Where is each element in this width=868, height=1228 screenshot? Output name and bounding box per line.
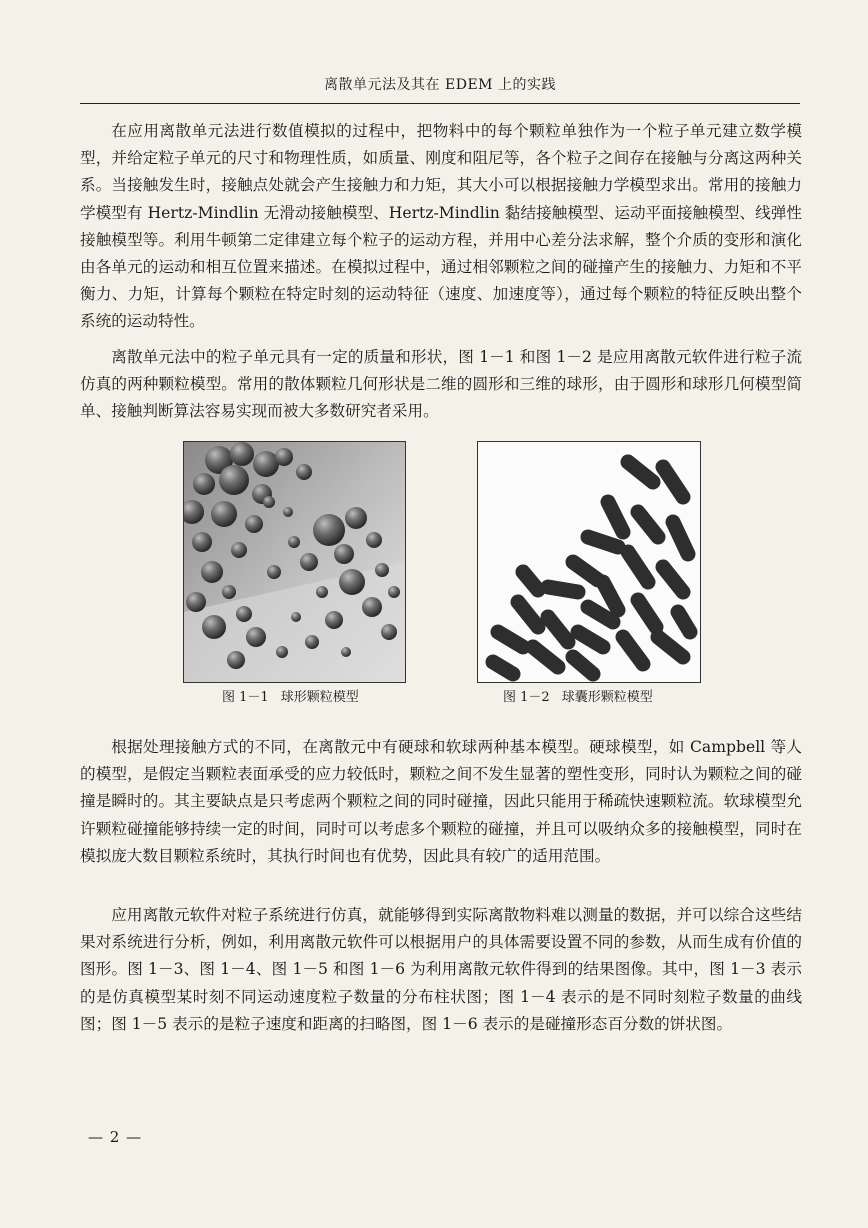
paragraph-1: 在应用离散单元法进行数值模拟的过程中，把物料中的每个颗粒单独作为一个粒子单元建立数学模型，并给定粒子单元的尺寸和物理性质，如质量、刚度和阻尼等，各个粒子之间存在接触与分离这两种关系。当接触发生时，接触点处就会产生接触力和力矩，其大小可以根据接触力学模型求出。常用的接触力学模型有 Hertz-Mindlin 无滑动接触模型、Hertz-Mindlin 黏结接触模型、运动平面接触模型、线弹性接触模型等。利用牛顿第二定律建立每个粒子的运动方程，并用中心差分法求解，整个介质的变形和演化由各单元的运动和相互位置来描述。在模拟过程中，通过相邻颗粒之间的碰撞产生的接触力、力矩和不平衡力、力矩，计算每个颗粒在特定时刻的运动特征（速度、加速度等），通过每个颗粒的特征反映出整个系统的运动特性。 [80, 122, 802, 331]
figure-title: 球形颗粒模型 [280, 690, 359, 705]
figure-number: 图 1－1 [222, 690, 269, 705]
figure-1-2-caption [503, 686, 653, 705]
paragraph-3: 根据处理接触方式的不同，在离散元中有硬球和软球两种基本模型。硬球模型，如 Campbell 等人的模型，是假定当颗粒表面承受的应力较低时，颗粒之间不发生显著的塑性变形，同时认为颗粒之间的碰撞是瞬时的。其主要缺点是只考虑两个颗粒之间的同时碰撞，因此只能用于稀疏快速颗粒流。软球模型允许颗粒碰撞能够持续一定的时间，同时可以考虑多个颗粒的碰撞，并且可以吸纳众多的接触模型，同时在模拟庞大数目颗粒系统时，其执行时间也有优势，因此具有较广的适用范围。 [80, 738, 802, 865]
figure-title: 球囊形颗粒模型 [561, 690, 653, 705]
figure-1-1-caption [222, 686, 359, 705]
capsule-particles-image [478, 442, 700, 682]
spherical-particles-image [184, 442, 405, 682]
figure-number: 图 1－2 [503, 690, 550, 705]
figure-capsule-particles [477, 441, 701, 683]
figure-spherical-particles [183, 441, 406, 683]
header-rule [80, 103, 800, 104]
running-header: 离散单元法及其在 EDEM 上的实践 [324, 77, 556, 93]
paragraph-4: 应用离散元软件对粒子系统进行仿真，就能够得到实际离散物料难以测量的数据，并可以综合这些结果对系统进行分析，例如，利用离散元软件可以根据用户的具体需要设置不同的参数，从而生成有价值的图形。图 1－3、图 1－4、图 1－5 和图 1－6 为利用离散元软件得到的结果图像。其中，图 1－3 表示的是仿真模型某时刻不同运动速度粒子数量的分布柱状图；图 1－4 表示的是不同时刻粒子数量的曲线图；图 1－5 表示的是粒子速度和距离的扫略图，图 1－6 表示的是碰撞形态百分数的饼状图。 [80, 906, 802, 1033]
page-number: — 2 — [88, 1128, 143, 1146]
paragraph-2: 离散单元法中的粒子单元具有一定的质量和形状，图 1－1 和图 1－2 是应用离散元软件进行粒子流仿真的两种颗粒模型。常用的散体颗粒几何形状是二维的圆形和三维的球形，由于圆形和球形几何模型简单、接触判断算法容易实现而被大多数研究者采用。 [80, 348, 802, 421]
